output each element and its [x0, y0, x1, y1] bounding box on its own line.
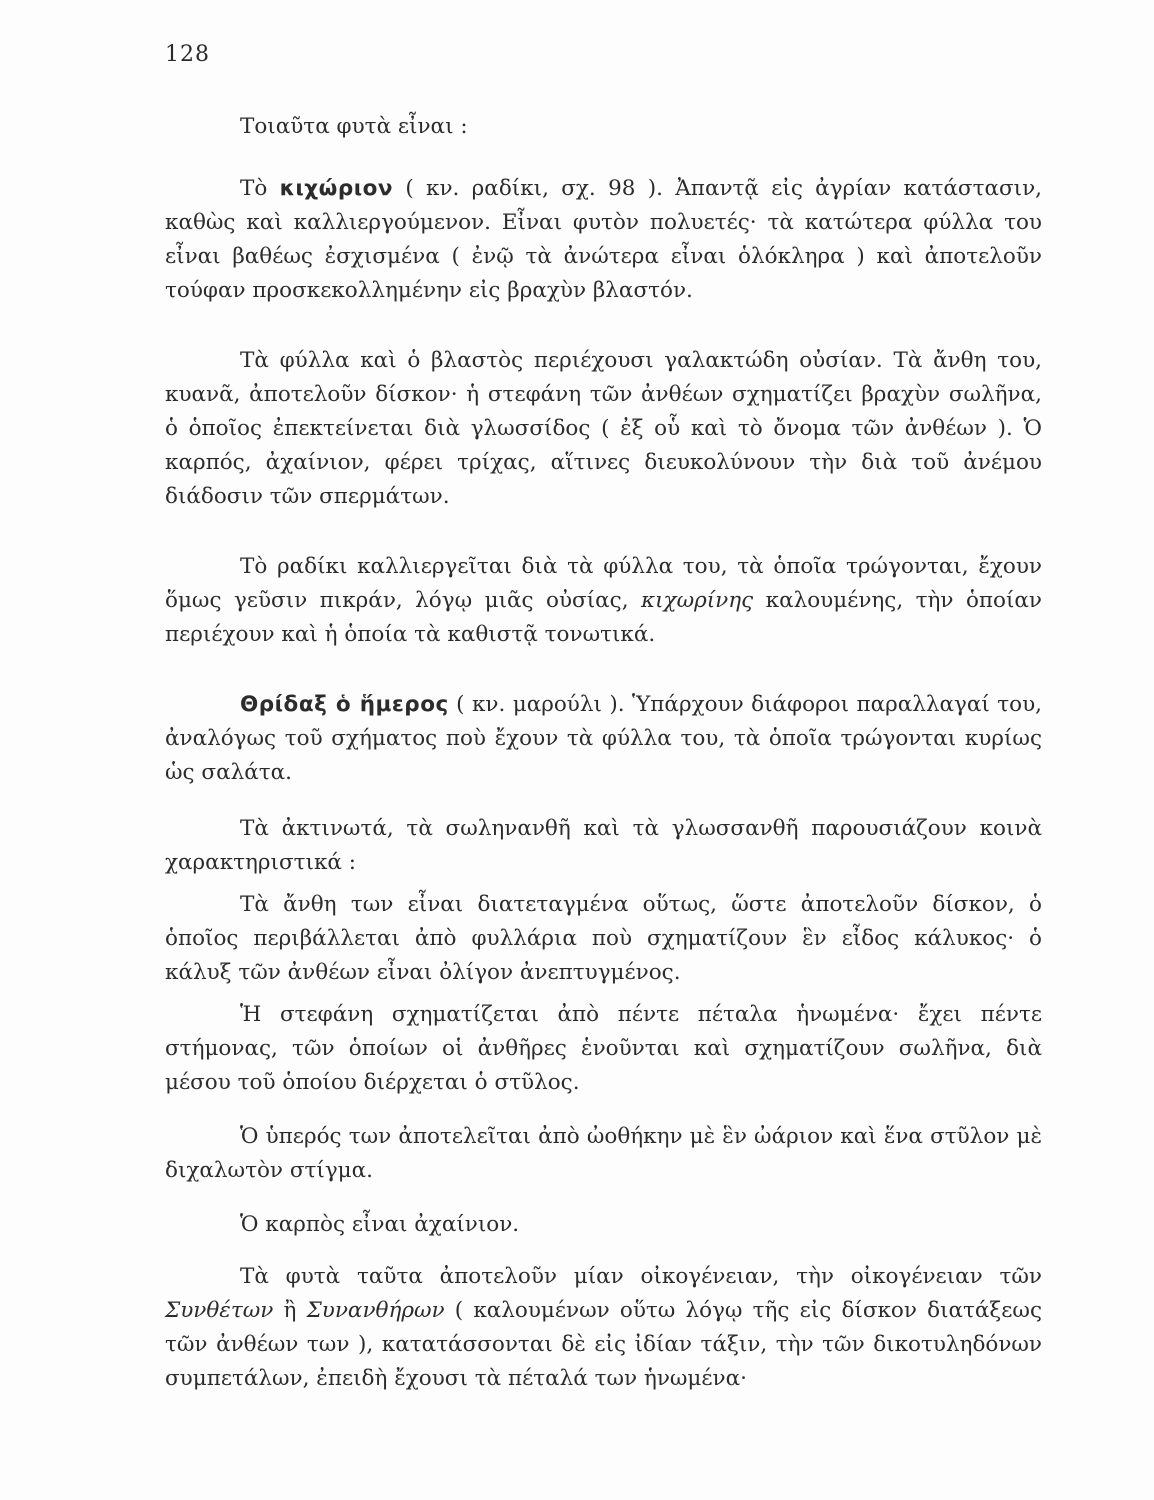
term-synanthiron: Συνανθήρων: [306, 1298, 445, 1323]
oikogeneia-mid: ἢ: [273, 1298, 307, 1323]
radiki-pre: Τὸ ραδίκι καλλιεργεῖται διὰ τὰ φύλλα του, τὰ ὁποῖα τρώγονται, ἔχουν ὅμως γεῦσιν πικράν, λόγῳ μιᾶς οὐσίας,: [165, 554, 1042, 613]
paragraph-koina: [165, 812, 1042, 880]
thridax-post: ( κν. μαρούλι ). Ὑπάρχουν διάφοροι παραλλαγαί του, ἀναλόγως τοῦ σχήματος ποὺ ἔχουν τὰ φύλλα του, τὰ ὁποῖα τρώγονται κυρίως ὡς σαλάτα.: [165, 692, 1042, 785]
paragraph-thridax: [165, 688, 1042, 790]
paragraph-oikogeneia-text: [165, 1260, 1042, 1396]
paragraph-stefani-text: Ἡ στεφάνη σχηματίζεται ἀπὸ πέντε πέταλα ἡνωμένα· ἔχει πέντε στήμονας, τῶν ὁποίων οἱ ἀνθῆρες ἑνοῦνται καὶ σχηματίζουν σωλῆνα, διὰ μέσου τοῦ ὁποίου διέρχεται ὁ στῦλος.: [165, 1002, 1042, 1095]
paragraph-kichorion: [165, 172, 1042, 308]
paragraph-koina-text: Τὰ ἀκτινωτά, τὰ σωληνανθῆ καὶ τὰ γλωσσανθῆ παρουσιάζουν κοινὰ χαρακτηριστικά :: [165, 816, 1042, 875]
term-thridax: Θρίδαξ ὁ ἥμερος: [240, 692, 449, 717]
radiki-post: καλουμένης, τὴν ὁποίαν περιέχουν καὶ ἡ ὁποία τὰ καθιστᾷ τονωτικά.: [165, 588, 1042, 647]
kichorion-post: ( κν. ραδίκι, σχ. 98 ). Ἀπαντᾷ εἰς ἀγρίαν κατάστασιν, καθὼς καὶ καλλιεργούμενον. Εἶναι φυτὸν πολυετές· τὰ κατώτερα φύλλα του εἶναι βαθέως ἐσχισμένα ( ἐνῷ τὰ ἀνώτερα εἶναι ὁλόκληρα ) καὶ ἀποτελοῦν τούφαν προσκεκολλημένην εἰς βραχὺν βλαστόν.: [165, 176, 1042, 303]
paragraph-intro: [165, 110, 1042, 144]
paragraph-karpos-text: Ὁ καρπὸς εἶναι ἀχαίνιον.: [240, 1212, 520, 1237]
paragraph-radiki: [165, 550, 1042, 652]
term-syntheton: Συνθέτων: [165, 1298, 274, 1323]
page-number: 128: [165, 42, 210, 67]
kichorion-pre: Τὸ: [240, 176, 280, 201]
oikogeneia-pre: Τὰ φυτὰ ταῦτα ἀποτελοῦν μίαν οἰκογένειαν, τὴν οἰκογένειαν τῶν: [240, 1264, 1042, 1289]
paragraph-intro-text: Τοιαῦτα φυτὰ εἶναι :: [240, 114, 468, 139]
paragraph-karpos: [165, 1208, 1042, 1242]
oikogeneia-post: ( καλουμένων οὕτω λόγῳ τῆς εἰς δίσκον διατάξεως τῶν ἀνθέων των ), κατατάσσονται δὲ εἰς ἰδίαν τάξιν, τὴν τῶν δικοτυληδόνων συμπετάλων, ἐπειδὴ ἔχουσι τὰ πέταλά των ἡνωμένα·: [165, 1298, 1042, 1391]
paragraph-stefani: [165, 998, 1042, 1100]
paragraph-kichorion-text: [165, 172, 1042, 308]
paragraph-thridax-text: [165, 688, 1042, 790]
paragraph-radiki-text: [165, 550, 1042, 652]
paragraph-anthi: [165, 888, 1042, 990]
paragraph-fylla: [165, 344, 1042, 514]
paragraph-oikogeneia: [165, 1260, 1042, 1396]
paragraph-yperos-text: Ὁ ὑπερός των ἀποτελεῖται ἀπὸ ὠοθήκην μὲ ἓν ὠάριον καὶ ἕνα στῦλον μὲ διχαλωτὸν στίγμα.: [165, 1124, 1042, 1183]
paragraph-yperos: [165, 1120, 1042, 1188]
term-kichorion: κιχώριον: [279, 176, 393, 201]
paragraph-fylla-text: Τὰ φύλλα καὶ ὁ βλαστὸς περιέχουσι γαλακτώδη οὐσίαν. Τὰ ἄνθη του, κυανᾶ, ἀποτελοῦν δίσκον· ἡ στεφάνη τῶν ἀνθέων σχηματίζει βραχὺν σωλῆνα, ὁ ὁποῖος ἐπεκτείνεται διὰ γλωσσίδος ( ἐξ οὗ καὶ τὸ ὄνομα τῶν ἀνθέων ). Ὁ καρπός, ἀχαίνιον, φέρει τρίχας, αἵτινες διευκολύνουν τὴν διὰ τοῦ ἀνέμου διάδοσιν τῶν σπερμάτων.: [165, 348, 1042, 509]
paragraph-anthi-text: Τὰ ἄνθη των εἶναι διατεταγμένα οὕτως, ὥστε ἀποτελοῦν δίσκον, ὁ ὁποῖος περιβάλλεται ἀπὸ φυλλάρια ποὺ σχηματίζουν ἓν εἶδος κάλυκος· ὁ κάλυξ τῶν ἀνθέων εἶναι ὀλίγον ἀνεπτυγμένος.: [165, 892, 1042, 985]
term-kichorinis: κιχωρίνης: [641, 588, 754, 613]
